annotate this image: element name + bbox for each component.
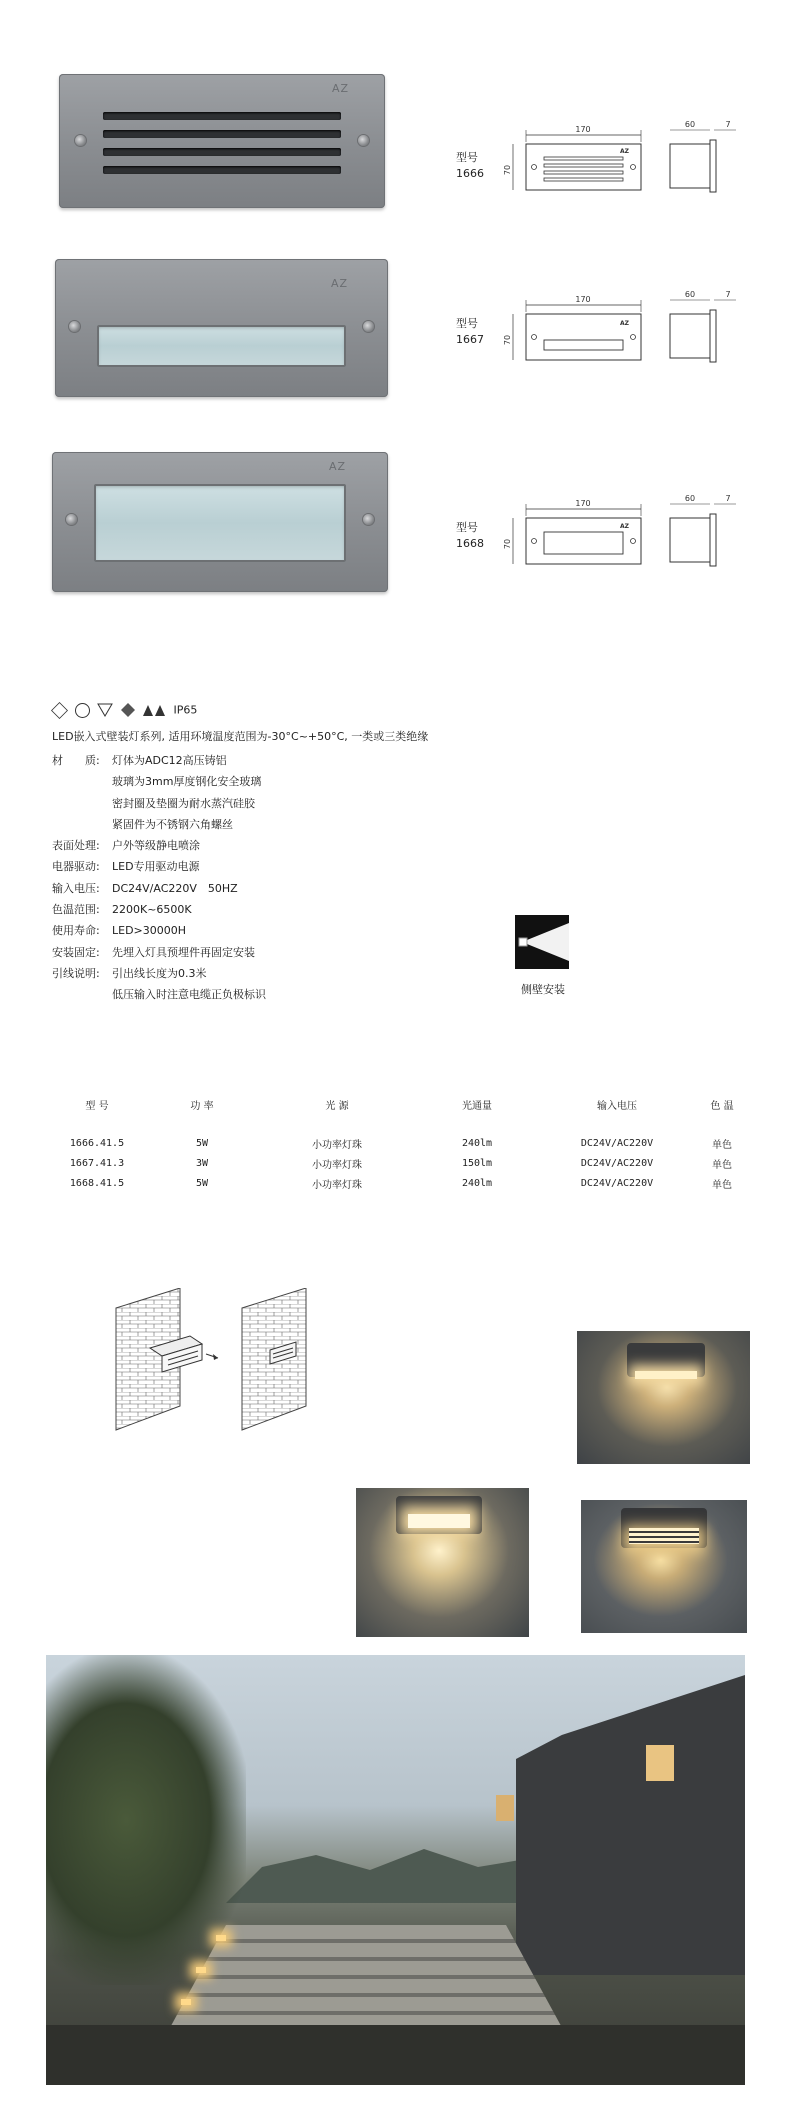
spec-label: 使用寿命:	[52, 924, 100, 938]
spec-value: 密封圈及垫圈为耐水蒸汽硅胶	[112, 796, 255, 810]
dim-width: 170	[575, 499, 591, 508]
dim-width: 170	[575, 295, 591, 304]
dim-height: 70	[503, 538, 512, 550]
spec-label: 输入电压:	[52, 881, 100, 895]
table-cell: 5W	[195, 1177, 209, 1189]
table-cell: 单色	[712, 1139, 732, 1151]
table-cell: 240lm	[461, 1137, 493, 1149]
dim-depth: 60	[684, 290, 696, 299]
f-mark-icon	[97, 703, 113, 717]
earth-icon	[75, 703, 90, 718]
lit-steps	[166, 1925, 566, 2035]
table-row	[52, 1133, 752, 1153]
table-cell: 3W	[195, 1157, 209, 1169]
dim-height: 70	[503, 334, 512, 346]
ground	[46, 2025, 745, 2085]
courtyard-scene-photo	[46, 1655, 745, 2085]
table-header: 色 温	[710, 1101, 734, 1112]
lamp-louvre-glow	[629, 1528, 699, 1544]
spec-label: 材 质:	[52, 754, 100, 767]
spec-value: 先埋入灯具预埋件再固定安装	[112, 945, 255, 959]
spec-value: 紧固件为不锈钢六角螺丝	[112, 817, 233, 831]
spec-value: LED>30000H	[112, 924, 187, 938]
step-light	[181, 1999, 191, 2005]
warning-icon	[142, 703, 166, 717]
drawing-mark: AZ	[620, 320, 629, 327]
table-row	[52, 1153, 752, 1173]
dim-depth: 60	[684, 494, 696, 503]
spec-row	[52, 963, 266, 984]
table-cell: 小功率灯珠	[312, 1179, 362, 1191]
spec-row	[52, 771, 266, 792]
class-ii-icon	[51, 702, 68, 719]
window-glow	[496, 1795, 514, 1821]
dim-flange: 7	[725, 494, 731, 503]
table-cell: 5W	[195, 1137, 209, 1149]
dimension-drawing-1667	[500, 290, 740, 370]
model-label-1668: 型号 1668	[456, 521, 484, 550]
spec-value: LED专用驱动电源	[112, 860, 200, 874]
spec-row	[52, 835, 266, 856]
table-cell: 小功率灯珠	[312, 1159, 362, 1171]
spec-label: 表面处理:	[52, 839, 100, 853]
spec-label: 电器驱动:	[52, 860, 100, 874]
table-cell: DC24V/AC220V	[580, 1137, 654, 1149]
table-header: 功 率	[190, 1101, 214, 1112]
spec-value: DC24V/AC220V 50HZ	[112, 881, 238, 895]
spec-row	[52, 856, 266, 877]
dim-width: 170	[575, 125, 591, 134]
screw-icon	[75, 135, 86, 146]
table-header: 光通量	[462, 1101, 492, 1112]
screw-icon	[363, 321, 374, 332]
ip-rating: IP65	[173, 703, 198, 717]
spec-value: 灯体为ADC12高压铸铝	[112, 754, 227, 767]
diffuser-glass	[97, 325, 346, 367]
lamp-light-window	[408, 1514, 470, 1528]
model-label-1666: 型号 1666	[456, 151, 484, 180]
dim-flange: 7	[725, 120, 731, 129]
louvre-slat	[103, 130, 341, 138]
product-photo-1666	[59, 74, 385, 208]
dim-flange: 7	[725, 290, 731, 299]
table-cell: 240lm	[461, 1177, 493, 1189]
table-header: 输入电压	[597, 1101, 637, 1112]
spec-value: 引出线长度为0.3米	[112, 966, 207, 980]
screw-icon	[69, 321, 80, 332]
brand-mark: AZ	[331, 82, 349, 95]
spec-table	[52, 1097, 752, 1193]
spec-row	[52, 750, 266, 771]
dimension-drawing-1668	[500, 494, 740, 574]
building-right	[516, 1675, 745, 1975]
spec-value: 户外等级静电喷涂	[112, 839, 200, 853]
spec-row	[52, 920, 266, 941]
spec-label: 引线说明:	[52, 966, 100, 980]
spec-row	[52, 942, 266, 963]
ambient-photo-3	[581, 1500, 747, 1633]
spec-row	[52, 878, 266, 899]
table-cell: DC24V/AC220V	[580, 1157, 654, 1169]
spec-row	[52, 793, 266, 814]
spec-value: 2200K~6500K	[112, 903, 192, 917]
diffuser-glass	[94, 484, 346, 562]
side-wall-mount-label: 侧壁安装	[521, 983, 565, 996]
spec-value: 低压输入时注意电缆正负极标识	[112, 988, 266, 1002]
dimension-drawing-1666	[500, 120, 740, 200]
spec-list	[52, 750, 266, 1006]
table-cell: 单色	[712, 1179, 732, 1191]
spec-label: 色温范围:	[52, 903, 100, 917]
screw-icon	[66, 514, 77, 525]
table-cell: 单色	[712, 1159, 732, 1171]
certification-row	[52, 702, 197, 718]
table-header: 型 号	[85, 1101, 109, 1112]
product-photo-1668	[52, 452, 388, 592]
table-cell: 1666.41.5	[69, 1137, 125, 1149]
diamond-mark-icon	[120, 702, 136, 718]
table-cell: 1667.41.3	[69, 1157, 125, 1169]
brand-mark: AZ	[328, 460, 346, 473]
spec-row	[52, 984, 266, 1005]
louvre-slat	[103, 166, 341, 174]
drawing-mark: AZ	[620, 148, 629, 155]
table-cell: 小功率灯珠	[312, 1139, 362, 1151]
table-row	[52, 1173, 752, 1193]
table-cell: DC24V/AC220V	[580, 1177, 654, 1189]
table-cell: 1668.41.5	[69, 1177, 125, 1189]
ambient-photo-2	[356, 1488, 529, 1637]
dim-depth: 60	[684, 120, 696, 129]
product-photo-1667	[55, 259, 388, 397]
screw-icon	[358, 135, 369, 146]
drawing-mark: AZ	[620, 523, 629, 530]
spec-value: 玻璃为3mm厚度钢化安全玻璃	[112, 775, 262, 789]
table-header: 光 源	[325, 1101, 349, 1112]
table-cell: 150lm	[461, 1157, 493, 1169]
model-label-1667: 型号 1667	[456, 317, 484, 346]
brand-mark: AZ	[330, 277, 348, 290]
spec-intro: LED嵌入式壁装灯系列, 适用环境温度范围为-30°C~+50°C, 一类或三类绝缘	[52, 730, 429, 743]
step-light	[196, 1967, 206, 1973]
window-glow	[646, 1745, 674, 1781]
installation-diagram	[110, 1288, 320, 1438]
side-wall-mount-icon	[515, 915, 569, 969]
lamp-light-strip	[635, 1371, 697, 1379]
spec-label: 安装固定:	[52, 945, 100, 959]
spec-row	[52, 814, 266, 835]
spec-row	[52, 899, 266, 920]
screw-icon	[363, 514, 374, 525]
louvre-slat	[103, 112, 341, 120]
louvre-slat	[103, 148, 341, 156]
step-light	[216, 1935, 226, 1941]
ambient-photo-1	[577, 1331, 750, 1464]
dim-height: 70	[503, 164, 512, 176]
